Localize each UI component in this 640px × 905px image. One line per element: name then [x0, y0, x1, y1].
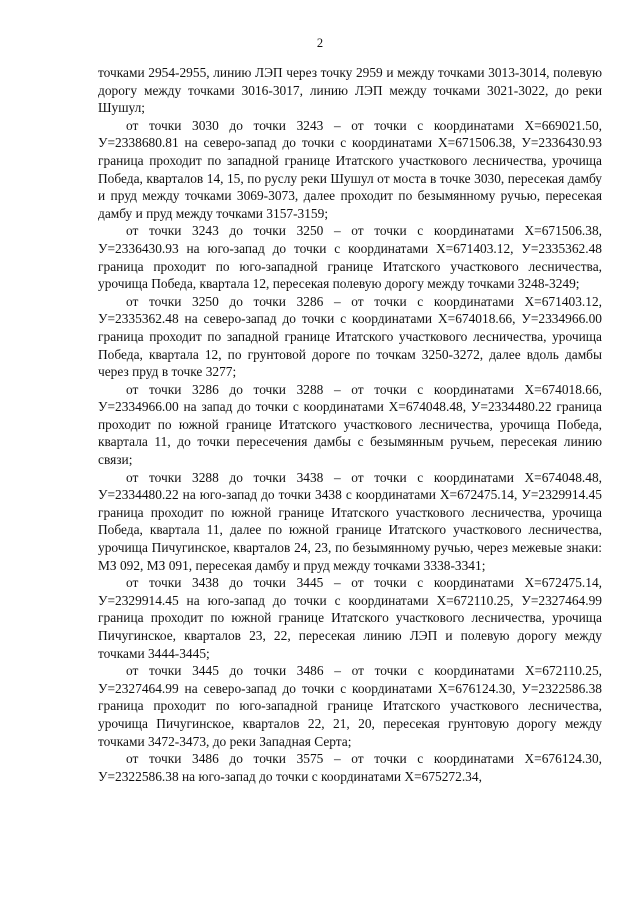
paragraph-boundary-3486-3575: от точки 3486 до точки 3575 – от точки с координатами Х=676124.30, У=2322586.38 на юго-запад до точки с координатами Х=675272.34, — [98, 751, 602, 784]
paragraph-boundary-3438-3445: от точки 3438 до точки 3445 – от точки с координатами Х=672475.14, У=2329914.45 на юго-запад до точки с координатами Х=672110.25, У=2327464.99 граница проходит по южной границе Итатского участкового лесничества, урочища Пичугинское, кварталов 23, 22, пересекая линию ЛЭП и полевую дорогу между точками 3444-3445; — [98, 575, 602, 661]
document-body — [98, 64, 602, 785]
page-number: 2 — [316, 36, 324, 50]
paragraph-boundary-3243-3250: от точки 3243 до точки 3250 – от точки с координатами Х=671506.38, У=2336430.93 на юго-запад до точки с координатами Х=671403.12, У=2335362.48 граница проходит по юго-западной границе Итатского участкового лесничества, урочища Победа, квартала 12, пересекая полевую дорогу между точками 3248-3249; — [98, 223, 602, 292]
paragraph-boundary-3445-3486: от точки 3445 до точки 3486 – от точки с координатами Х=672110.25, У=2327464.99 на северо-запад до точки с координатами Х=676124.30, У=2322586.38 граница проходит по юго-западной границе Итатского участкового лесничества, урочища Пичугинское, кварталов 22, 21, 20, пересекая грунтовую дорогу между точками 3472-3473, до реки Западная Серта; — [98, 663, 602, 749]
paragraph-boundary-3288-3438: от точки 3288 до точки 3438 – от точки с координатами Х=674048.48, У=2334480.22 на юго-запад до точки 3438 с координатами Х=672475.14, У=2329914.45 граница проходит по южной границе Итатского участкового лесничества, урочища Победа, квартала 11, далее по южной границе Итатского участкового лесничества, урочища Пичугинское, кварталов 24, 23, по безымянному ручью, через межевые знаки: МЗ 092, МЗ 091, пересекая дамбу и пруд между точками 3338-3341; — [98, 469, 602, 573]
paragraph-continuation: точками 2954-2955, линию ЛЭП через точку 2959 и между точками 3013-3014, полевую дорогу между точками 3016-3017, линию ЛЭП между точками 3021-3022, до реки Шушул; — [98, 65, 602, 116]
paragraph-boundary-3286-3288: от точки 3286 до точки 3288 – от точки с координатами Х=674018.66, У=2334966.00 на запад до точки с координатами Х=674048.48, У=2334480.22 граница проходит по южной границе Итатского участкового лесничества, урочища Победа, квартала 11, до точки пересечения дамбы с безымянным ручьем, пересекая линию связи; — [98, 381, 602, 468]
paragraph-boundary-3250-3286: от точки 3250 до точки 3286 – от точки с координатами Х=671403.12, У=2335362.48 на северо-запад до точки с координатами Х=674018.66, У=2334966.00 граница проходит по западной границе Итатского участкового лесничества, урочища Победа, квартала 12, по грунтовой дороге по точкам 3250-3272, далее вдоль дамбы через пруд в точке 3277; — [98, 293, 602, 380]
paragraph-boundary-3030-3243: от точки 3030 до точки 3243 – от точки с координатами Х=669021.50, У=2338680.81 на северо-запад до точки с координатами Х=671506.38, У=2336430.93 граница проходит по западной границе Итатского участкового лесничества, урочища Победа, кварталов 14, 15, по руслу реки Шушул от моста в точке 3030, пересекая дамбу и пруд между точками 3069-3073, далее проходит по безымянному ручью, пересекая дамбу и пруд между точками 3157-3159; — [98, 117, 602, 221]
